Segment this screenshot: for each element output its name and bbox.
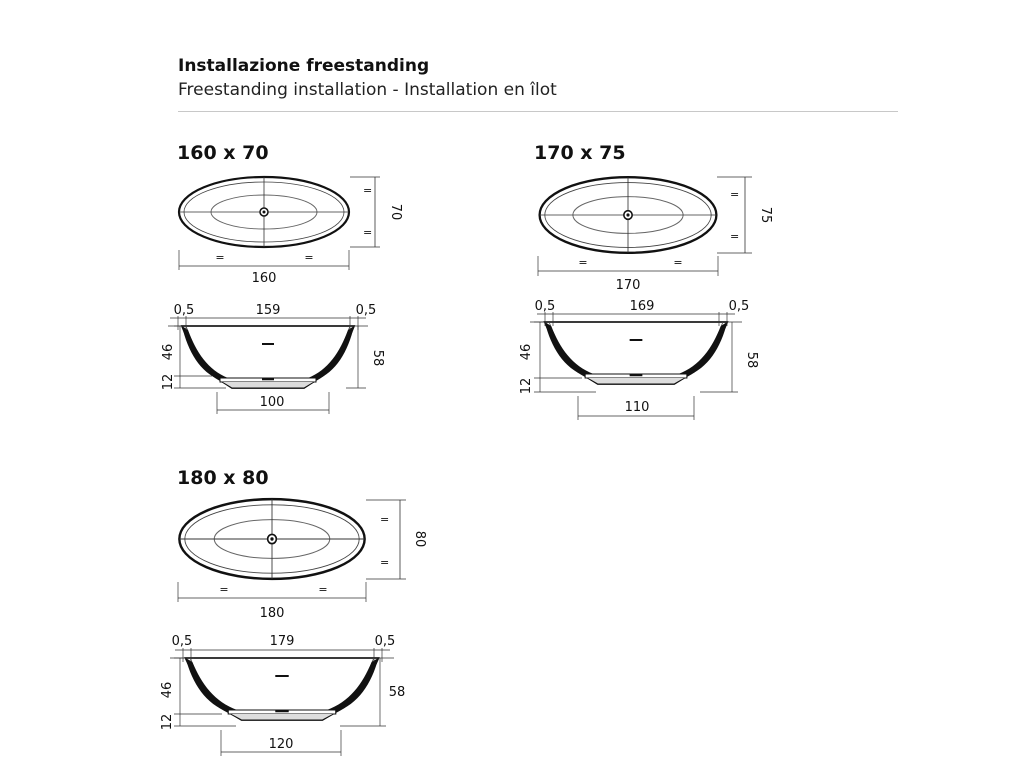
dim-top-width-160x70: 70	[388, 203, 403, 221]
dim-top-length-170x75: 170	[615, 278, 641, 293]
page-subtitle: Freestanding installation - Installation en îlot	[178, 80, 557, 100]
dim-total-height-170x75: 58	[744, 351, 759, 369]
model-title-170x75: 170 x 75	[534, 142, 626, 164]
dim-height-body-170x75: 46	[519, 343, 534, 361]
dim-top-width-180x80: 80	[412, 530, 427, 548]
model-title-160x70: 160 x 70	[177, 142, 269, 164]
dim-height-base-160x70: 12	[161, 373, 176, 391]
top-view-170x75	[538, 177, 773, 293]
dim-top-width-170x75: 75	[758, 206, 773, 224]
svg-text:=: =	[219, 583, 229, 596]
model-title-180x80: 180 x 80	[177, 467, 269, 489]
dim-height-body-160x70: 46	[161, 343, 176, 361]
dim-height-base-170x75: 12	[519, 377, 534, 395]
dim-base-length-180x80: 120	[268, 737, 294, 752]
dim-rim-right-160x70: 0,5	[355, 303, 377, 318]
dim-rim-left-170x75: 0,5	[534, 299, 556, 314]
svg-text:=: =	[304, 251, 314, 264]
svg-text:=: =	[578, 256, 588, 269]
side-view-170x75	[519, 299, 759, 420]
svg-text:=: =	[363, 184, 373, 197]
dim-top-length-180x80: 180	[259, 606, 285, 621]
dim-total-height-180x80: 58	[388, 685, 406, 700]
dim-rim-right-170x75: 0,5	[728, 299, 750, 314]
dim-inner-length-160x70: 159	[255, 303, 281, 318]
dim-height-base-180x80: 12	[160, 713, 175, 731]
dim-rim-left-180x80: 0,5	[171, 634, 193, 649]
page-title: Installazione freestanding	[178, 56, 430, 76]
svg-text:=: =	[730, 188, 740, 201]
svg-text:=: =	[380, 513, 390, 526]
svg-text:=: =	[318, 583, 328, 596]
svg-text:=: =	[363, 226, 373, 239]
top-view-180x80	[178, 499, 427, 621]
dim-inner-length-170x75: 169	[629, 299, 655, 314]
side-view-180x80	[160, 634, 405, 756]
dim-rim-right-180x80: 0,5	[374, 634, 396, 649]
dim-inner-length-180x80: 179	[269, 634, 295, 649]
svg-text:=: =	[380, 556, 390, 569]
dim-base-length-160x70: 100	[259, 395, 285, 410]
svg-text:=: =	[673, 256, 683, 269]
dim-height-body-180x80: 46	[160, 681, 175, 699]
svg-text:=: =	[730, 230, 740, 243]
dim-top-length-160x70: 160	[251, 271, 277, 286]
side-view-160x70	[161, 303, 385, 414]
dim-total-height-160x70: 58	[370, 349, 385, 367]
dim-rim-left-160x70: 0,5	[173, 303, 195, 318]
dim-base-length-170x75: 110	[624, 400, 650, 415]
top-view-160x70	[179, 177, 403, 286]
svg-text:=: =	[215, 251, 225, 264]
